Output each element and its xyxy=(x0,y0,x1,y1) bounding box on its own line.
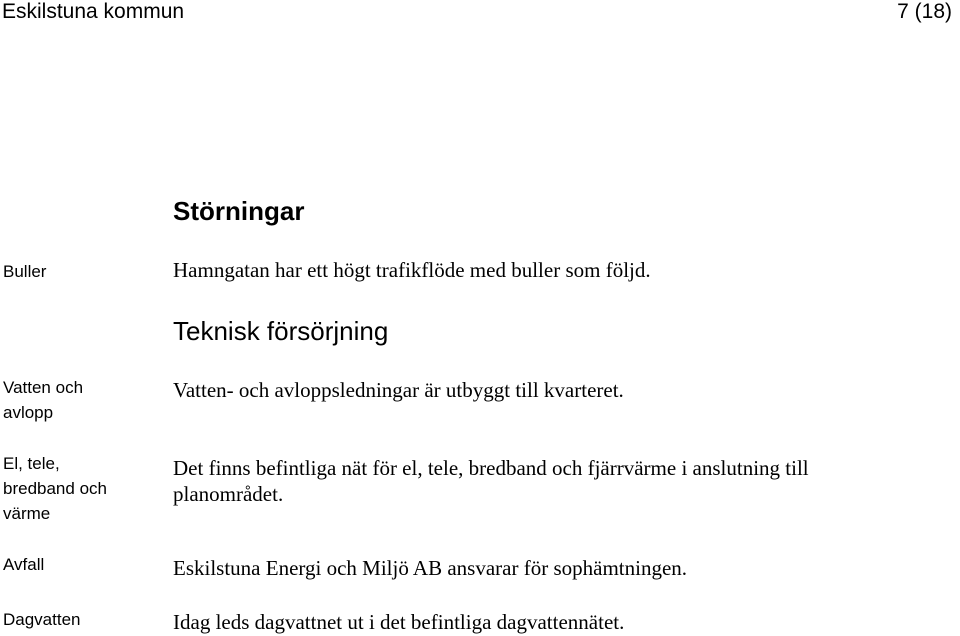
label-line: värme xyxy=(3,504,51,523)
label-dagvatten: Dagvatten xyxy=(3,610,81,629)
text-line: planområdet. xyxy=(173,482,284,506)
label-line: avlopp xyxy=(3,403,54,422)
text-vatten-och-avlopp: Vatten- och avloppsledningar är utbyggt till kvarteret. xyxy=(173,378,624,402)
label-el-tele-bredband-varme xyxy=(3,451,153,526)
label-line: bredband och xyxy=(3,479,107,498)
label-line: El, tele, xyxy=(3,454,60,473)
heading-teknisk-forsorjning: Teknisk försörjning xyxy=(173,316,389,346)
text-avfall: Eskilstuna Energi och Miljö AB ansvarar för sophämtningen. xyxy=(173,556,688,580)
label-avfall: Avfall xyxy=(3,555,45,574)
page-header xyxy=(0,0,960,30)
label-line: Vatten och xyxy=(3,378,84,397)
label-vatten-och-avlopp xyxy=(3,375,153,425)
heading-storningar: Störningar xyxy=(173,196,305,226)
text-buller: Hamngatan har ett högt trafikflöde med buller som följd. xyxy=(173,258,651,282)
label-buller: Buller xyxy=(3,262,47,281)
text-line: Det finns befintliga nät för el, tele, bredband och fjärrvärme i anslutning till xyxy=(173,456,809,480)
text-el-tele-bredband-varme xyxy=(173,455,943,507)
organization-name: Eskilstuna kommun xyxy=(2,0,185,23)
text-dagvatten: Idag leds dagvattnet ut i det befintliga dagvattennätet. xyxy=(173,610,625,634)
page-number: 7 (18) xyxy=(897,0,952,23)
